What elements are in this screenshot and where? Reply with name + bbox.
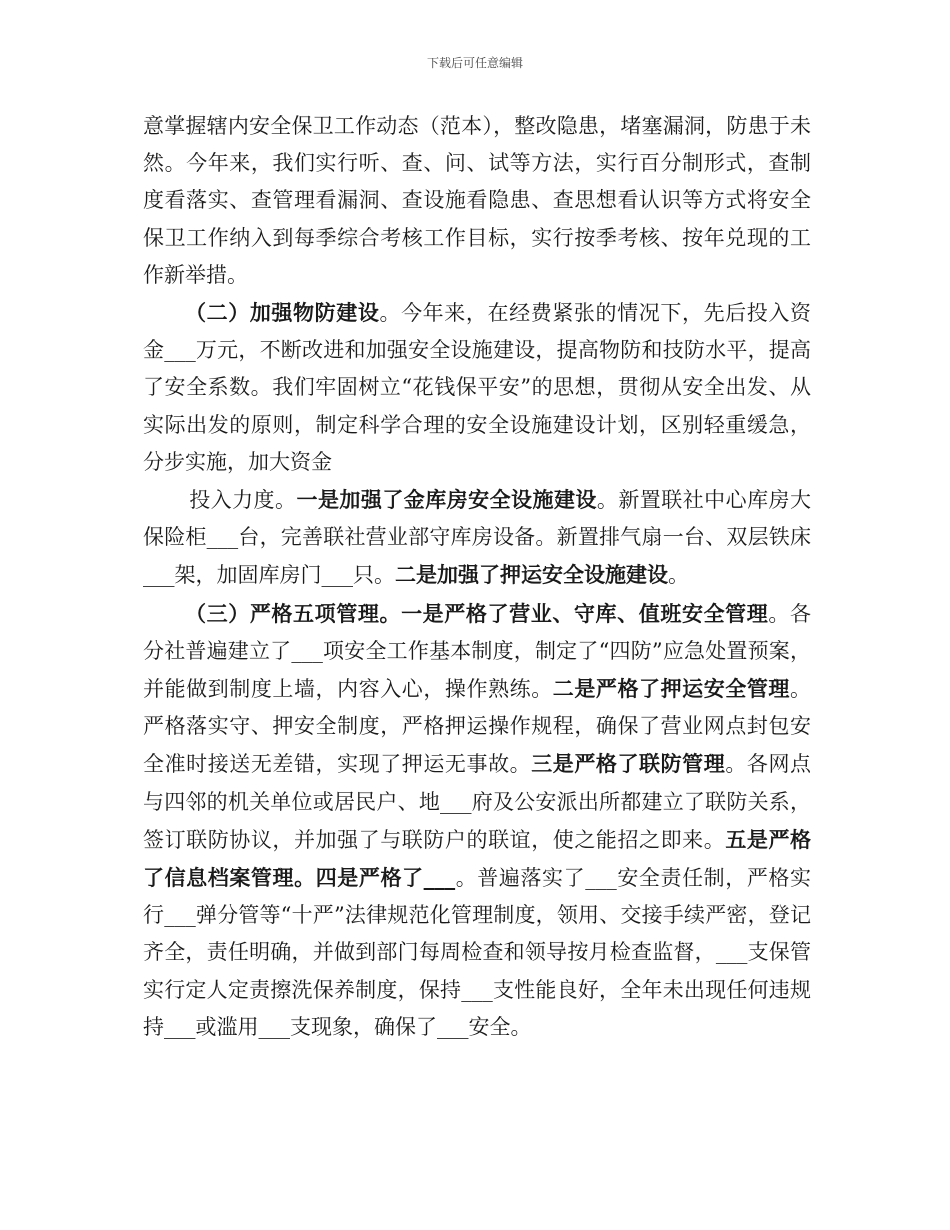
bold-phrase: 五是严格了信息档案管理。四是严格了___ (143, 826, 812, 891)
section-heading: （三）严格五项管理。一是严格了营业、守库、值班安全管理 (185, 600, 769, 626)
text-segment: 。各分社普遍建立了___项安全工作基本制度，制定了“四防”应急处置预案，并能做到制度上墙，内容入心，操作熟练。 (143, 601, 811, 702)
bold-phrase: 一是加强了金库房安全设施建设 (296, 487, 597, 513)
paragraph (143, 108, 811, 294)
paragraph (143, 595, 811, 1046)
bold-phrase: 二是严格了押运安全管理 (552, 676, 790, 702)
bold-phrase: 三是严格了联防管理 (531, 751, 726, 777)
text-segment: 。今年来，在经费紧张的情况下，先后投入资金___万元，不断改进和加强安全设施建设，提高物防和技防水平，提高了安全系数。我们牢固树立“花钱保平安”的思想，贯彻从安全出发、从实际出发的原则，制定科学合理的安全设施建设计划，区别轻重缓急，分步实施，加大资金 (143, 301, 812, 474)
text-segment: 。新置联社中心库房大保险柜___台，完善联社营业部守库房设备。新置排气扇一台、双层铁床___架，加固库房门___只。 (143, 488, 812, 588)
text-segment: 。严格落实守、押安全制度，严格押运操作规程，确保了营业网点封包安全准时接送无差错，实现了押运无事故。 (143, 677, 811, 777)
paragraph (143, 481, 811, 595)
bold-phrase: 二是加强了押运安全设施建设 (395, 562, 668, 588)
text-segment: 投入力度。 (189, 488, 297, 513)
text-segment: 。普遍落实了___安全责任制，严格实行___弹分管等“十严”法律规范化管理制度，领用、交接手续严密，登记齐全，责任明确，并做到部门每周检查和领导按月检查监督，___支保管实行定人定责擦洗保养制度，保持___支性能良好，全年未出现任何违规持___或滥用___支现象，确保了___安全。 (143, 866, 812, 1039)
paragraph (143, 294, 811, 481)
section-heading: （二）加强物防建设 (185, 300, 380, 326)
document-body (143, 108, 811, 1046)
text-segment: 。各网点与四邻的机关单位或居民户、地___府及公安派出所都建立了联防关系，签订联防协议，并加强了与联防户的联谊，使之能招之即来。 (143, 752, 812, 852)
text-segment: 。 (668, 563, 689, 588)
text-segment: 意掌握辖内安全保卫工作动态（范本），整改隐患，堵塞漏洞，防患于未然。今年来，我们实行听、查、问、试等方法，实行百分制形式，查制度看落实、查管理看漏洞、查设施看隐患、查思想看认识等方式将安全保卫工作纳入到每季综合考核工作目标，实行按季考核、按年兑现的工作新举措。 (143, 114, 811, 287)
page-header: 下载后可任意编辑 (426, 56, 523, 70)
